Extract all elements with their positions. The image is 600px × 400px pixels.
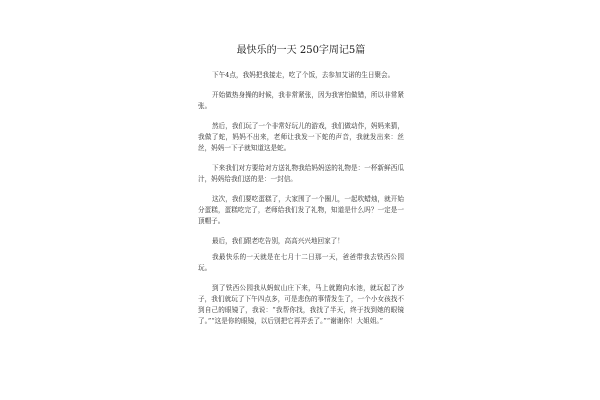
paragraph-8: 到了铁西公园我从蚂蚁山庄下来，马上就跑向水池，就玩起了沙子，我们就玩了下午四点多，可是悲伤的事情发生了，一个小女孩找不到自己的眼镜了，我说：“我帮你找，我找了半天，终于找到她的眼镜了。”“这是你的眼镜，以后别把它再弄丢了。”“谢谢你！大姐姐。” bbox=[198, 284, 404, 325]
paragraph-7: 我最快乐的一天就是在七月十二日那一天，爸爸带我去铁西公园玩。 bbox=[198, 253, 404, 272]
paragraph-1: 下午4点，我妈把我接走，吃了个饭，去参加艾诺的生日聚会。 bbox=[212, 71, 395, 79]
article bbox=[198, 44, 404, 336]
paragraph-4: 下来我们对方要给对方送礼物我给妈妈送的礼物是：一杯新鲜西瓜汁，妈妈给我们送的是：一封信。 bbox=[198, 164, 404, 183]
paragraph-3: 然后，我们玩了一个非常好玩儿的游戏，我们做动作，妈妈来猜，我做了蛇，妈妈不出来，老师让我发一下蛇的声音，我就发出来：丝丝，妈妈一下子就知道这是蛇。 bbox=[198, 122, 404, 152]
paragraph-5: 这次，我们要吃蛋糕了，大家围了一个圈儿，一起吹蜡烛，就开始分蛋糕，蛋糕吃完了，老师给我们发了礼物，知道是什么吗？一定是一顶帽子。 bbox=[198, 195, 404, 225]
paragraph-2: 开始做热身操的时候，我非常紧张，因为我害怕做错，所以非常紧张。 bbox=[198, 91, 404, 110]
article-title: 最快乐的一天 250字周记5篇 bbox=[236, 45, 366, 56]
paragraph-6: 最后，我们跟老吃告别，高高兴兴地回家了！ bbox=[212, 237, 344, 245]
